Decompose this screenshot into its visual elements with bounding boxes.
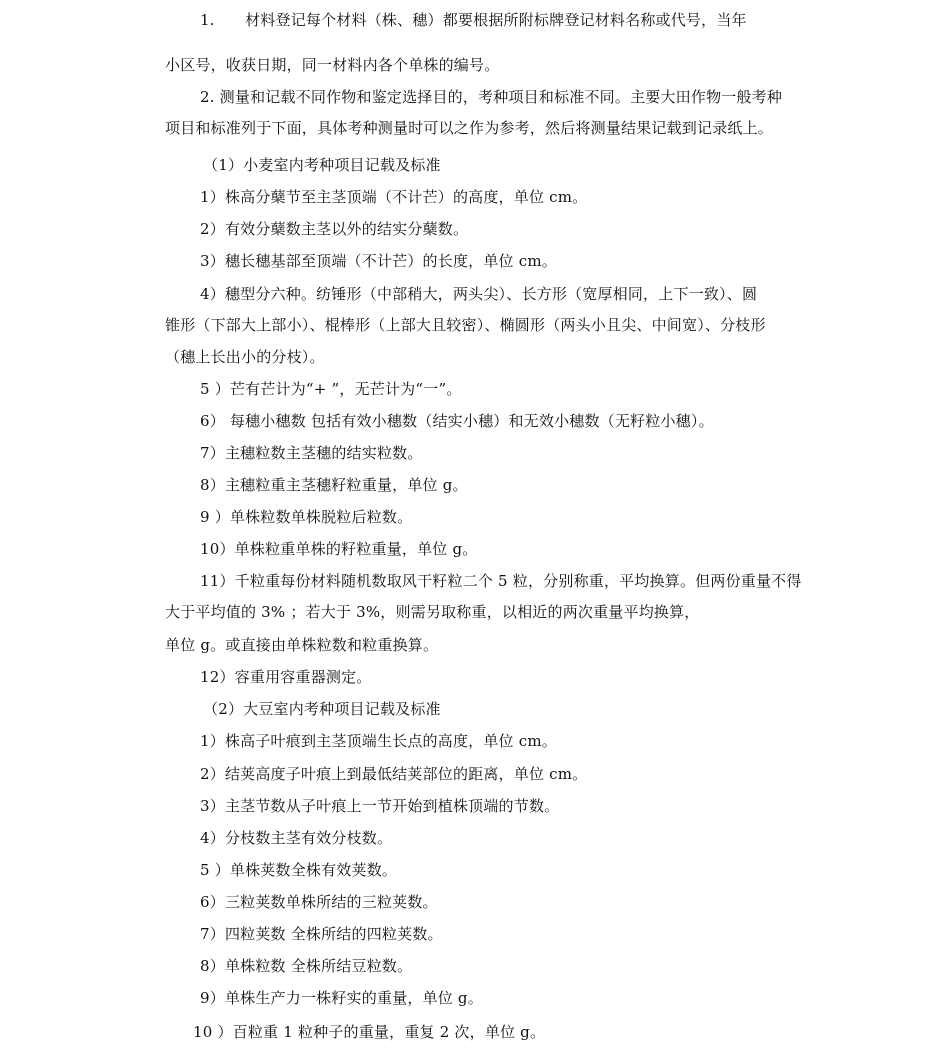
section-heading: （2）大豆室内考种项目记载及标准 bbox=[203, 700, 441, 718]
text-line: 10 ）百粒重 1 粒种子的重量，重复 2 次，单位 g。 bbox=[193, 1023, 546, 1041]
text-line: 10）单株粒重单株的籽粒重量，单位 g。 bbox=[200, 540, 478, 558]
text-line: 2）有效分蘖数主茎以外的结实分蘖数。 bbox=[200, 220, 469, 238]
section-heading: （1）小麦室内考种项目记载及标准 bbox=[203, 156, 441, 174]
text-line: 2. 测量和记载不同作物和鉴定选择目的，考种项目和标准不同。主要大田作物一般考种 bbox=[200, 88, 783, 106]
text-line: 锥形（下部大上部小）、棍棒形（上部大且较密）、椭圆形（两头小且尖、中间宽）、分枝形 bbox=[165, 316, 766, 334]
text-line: 11）千粒重每份材料随机数取风干籽粒二个 5 粒，分别称重，平均换算。但两份重量不得 bbox=[200, 572, 802, 590]
text-line: 项目和标准列于下面，具体考种测量时可以之作为参考，然后将测量结果记载到记录纸上。 bbox=[165, 119, 774, 137]
text-line: 5 ）芒有芒计为“+ ”，无芒计为“一”。 bbox=[200, 380, 462, 398]
text-line: 8）单株粒数 全株所结豆粒数。 bbox=[200, 957, 413, 975]
text-line: 3）主茎节数从子叶痕上一节开始到植株顶端的节数。 bbox=[200, 797, 560, 815]
text-line: 2）结荚高度子叶痕上到最低结荚部位的距离，单位 cm。 bbox=[200, 765, 588, 783]
text-line: 4）分枝数主茎有效分枝数。 bbox=[200, 829, 393, 847]
text-line: 9 ）单株粒数单株脱粒后粒数。 bbox=[200, 508, 413, 526]
text-line: 4）穗型分六种。纺锤形（中部稍大，两头尖）、长方形（宽厚相同，上下一致）、圆 bbox=[200, 285, 758, 303]
text-line: 1. 材料登记每个材料（株、穗）都要根据所附标牌登记材料名称或代号，当年 bbox=[200, 11, 747, 29]
text-line: 9）单株生产力一株籽实的重量，单位 g。 bbox=[200, 989, 483, 1007]
text-line: 1）株高子叶痕到主茎顶端生长点的高度，单位 cm。 bbox=[200, 732, 557, 750]
text-line: 小区号，收获日期，同一材料内各个单株的编号。 bbox=[165, 56, 500, 74]
text-line: （穗上长出小的分枝）。 bbox=[165, 348, 325, 366]
text-line: 12）容重用容重器测定。 bbox=[200, 668, 372, 686]
text-line: 7）主穗粒数主茎穗的结实粒数。 bbox=[200, 444, 423, 462]
text-line: 3）穗长穗基部至顶端（不计芒）的长度，单位 cm。 bbox=[200, 252, 557, 270]
text-line: 8）主穗粒重主茎穗籽粒重量，单位 g。 bbox=[200, 476, 468, 494]
text-line: 大于平均值的 3% ；若大于 3%，则需另取称重，以相近的两次重量平均换算， bbox=[165, 603, 700, 621]
text-line: 单位 g。或直接由单株粒数和粒重换算。 bbox=[165, 636, 439, 654]
text-line: 6） 每穗小穗数 包括有效小穗数（结实小穗）和无效小穗数（无籽粒小穗）。 bbox=[200, 412, 714, 430]
text-line: 6）三粒荚数单株所结的三粒荚数。 bbox=[200, 893, 438, 911]
text-line: 7）四粒荚数 全株所结的四粒荚数。 bbox=[200, 925, 443, 943]
text-line: 5 ）单株荚数全株有效荚数。 bbox=[200, 861, 398, 879]
text-line: 1）株高分蘖节至主茎顶端（不计芒）的高度，单位 cm。 bbox=[200, 188, 588, 206]
